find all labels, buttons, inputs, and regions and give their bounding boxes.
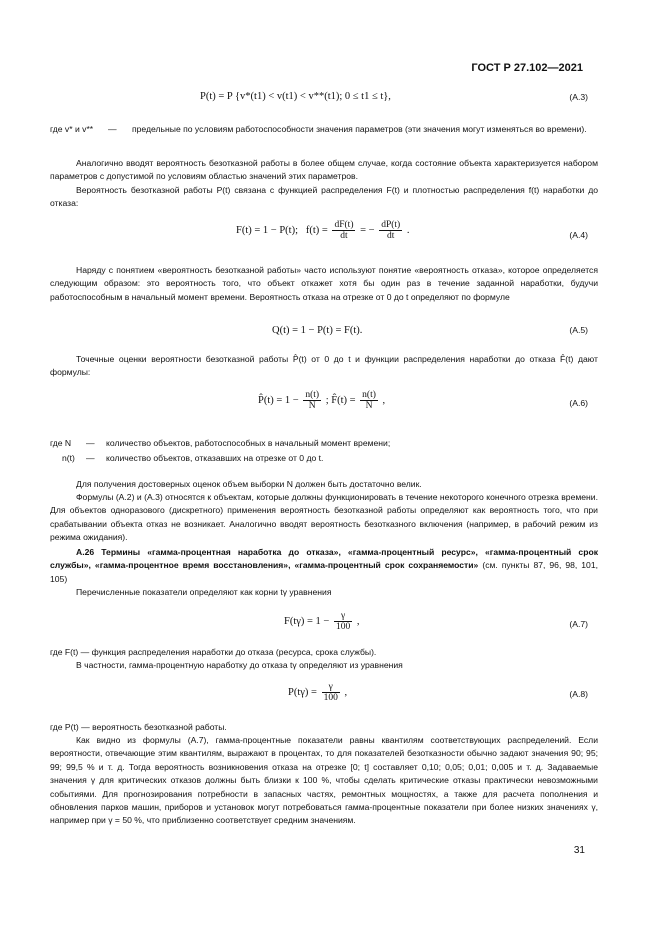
numerator: dF(t) xyxy=(334,220,354,230)
where-dash: — xyxy=(108,124,117,134)
where-definition: количество объектов, работоспособных в начальный момент времени; xyxy=(106,438,391,448)
numerator: n(t) xyxy=(362,390,376,400)
where-term: где v* и v** xyxy=(50,124,94,134)
where-term: n(t) xyxy=(62,453,75,463)
numerator: dP(t) xyxy=(381,220,401,230)
equation-part: , xyxy=(382,394,386,406)
fraction xyxy=(360,390,378,411)
equation-number-a3: (A.3) xyxy=(569,92,588,102)
numerator: γ xyxy=(322,682,340,693)
where-definition: предельные по условиям работоспособности значения параметров (эти значения могут изменяться во времени). xyxy=(132,124,587,134)
equation-a3: P(t) = P {v*(t1) < v(t1) < v**(t1); 0 ≤ t1 ≤ t}, xyxy=(200,91,391,102)
numerator: γ xyxy=(334,611,352,622)
paragraph: Формулы (А.2) и (А.3) относятся к объектам, которые должны функционировать в течение некоторого конечного отрезка времени. Для объектов одноразового (дискретного) применения вероятность безотказной работы определяют как вероятность того, что при срабатывании объекта отказ не возникает. Аналогично вводят вероятность безотказного включения (например, в рабочий режим из режима ожидания). xyxy=(50,492,598,543)
equation-a7 xyxy=(284,611,359,632)
paragraph: Перечисленные показатели определяют как корни tγ уравнения xyxy=(76,587,332,597)
equation-a8 xyxy=(288,682,347,703)
equation-number-a5: (A.5) xyxy=(569,325,588,335)
paragraph: Как видно из формулы (А.7), гамма-процентные показатели равны квантилям соответствующих распределений. Если вероятности, отвечающие этим квантилям, выражают в процентах, то для показателей безотказности обычно задают значения 90; 95; 99; 99,5 % и т. д. Тогда вероятность возникновения отказа на отрезке [0; t] составляет 0,10; 0,05; 0,01; 0,005 и т. д. Задаваемые значения γ для критических отказов должны быть близки к 100 %, чтобы сделать критические отказы практически невозможными событиями. Для прогнозирования потребности в запасных частях, ремонтных мощностях, а также для расчета пополнения и обновления парков машин, приборов и установок могут потребоваться гамма-процентные показатели при более низких значениях γ, например при γ = 50 %, что приблизенно соответствует средним значениям. xyxy=(50,735,598,826)
equation-part: . xyxy=(406,224,410,236)
section-heading-a26 xyxy=(50,546,598,586)
section-reference: (см. пункты 87, 96, 98, 101, 105) xyxy=(50,560,599,584)
equation-a4 xyxy=(236,220,409,241)
denominator: 100 xyxy=(335,622,351,632)
equation-part: ; F̂(t) = xyxy=(325,394,356,406)
equation-part: P(tγ) = xyxy=(288,686,317,698)
equation-part: F(tγ) = 1 − xyxy=(284,615,330,627)
page-number: 31 xyxy=(573,845,585,856)
equation-number-a8: (A.8) xyxy=(569,689,588,699)
where-term: где N xyxy=(50,438,72,448)
equation-number-a7: (A.7) xyxy=(569,619,588,629)
denominator: N xyxy=(308,401,316,411)
where-definition: количество объектов, отказавших на отрезке от 0 до t. xyxy=(106,453,324,463)
equation-number-a6: (A.6) xyxy=(569,398,588,408)
fraction xyxy=(332,220,355,241)
equation-a5: Q(t) = 1 − P(t) = F(t). xyxy=(272,325,363,336)
fraction xyxy=(334,611,352,632)
fraction xyxy=(303,390,321,411)
denominator: dt xyxy=(340,231,348,241)
equation-part: , xyxy=(344,686,348,698)
paragraph: где P(t) — вероятность безотказной работы. xyxy=(50,722,227,732)
denominator: N xyxy=(365,401,373,411)
paragraph: Точечные оценки вероятности безотказной работы P̂(t) от 0 до t и функции распределения наработки до отказа F̂(t) дают формулы: xyxy=(50,354,598,378)
equation-part: f(t) = xyxy=(305,224,328,236)
equation-part: F(t) = 1 − P(t); xyxy=(236,224,299,236)
paragraph: Вероятность безотказной работы P(t) связана с функцией распределения F(t) и плотностью распределения f(t) наработки до отказа: xyxy=(50,185,598,209)
fraction xyxy=(322,682,340,703)
equation-part: P̂(t) = 1 − xyxy=(258,394,299,406)
numerator: n(t) xyxy=(305,390,320,400)
paragraph: где F(t) — функция распределения наработки до отказа (ресурса, срока службы). xyxy=(50,647,377,657)
paragraph: Для получения достоверных оценок объем выборки N должен быть достаточно велик. xyxy=(76,479,422,489)
where-dash: — xyxy=(86,453,95,463)
fraction xyxy=(379,220,402,241)
equation-part: , xyxy=(356,615,360,627)
denominator: dt xyxy=(387,231,395,241)
equation-part: = − xyxy=(360,224,375,236)
where-dash: — xyxy=(86,438,95,448)
paragraph: Аналогично вводят вероятность безотказной работы в более общем случае, когда состояние объекта характеризуется набором параметров с допустимой по условиям областью значений этих параметров. xyxy=(50,158,598,182)
paragraph: В частности, гамма-процентную наработку до отказа tγ определяют из уравнения xyxy=(76,660,403,670)
denominator: 100 xyxy=(323,693,338,703)
document-code: ГОСТ Р 27.102—2021 xyxy=(471,62,583,74)
equation-number-a4: (A.4) xyxy=(569,230,588,240)
paragraph: Наряду с понятием «вероятность безотказной работы» часто используют понятие «вероятность отказа», которое определяется следующим образом: это вероятность того, что объект откажет хотя бы один раз в течение заданной наработки, будучи работоспособным в начальный момент времени. Вероятность отказа на отрезке от 0 до t определяют по формуле xyxy=(50,265,598,302)
section-title: А.26 Термины «гамма-процентная наработка до отказа», «гамма-процентный ресурс», «гамма-процентный срок службы», «гамма-процентное время восстановления», «гамма-процентный срок сохраняемости» xyxy=(50,547,598,571)
equation-a6 xyxy=(258,390,385,411)
